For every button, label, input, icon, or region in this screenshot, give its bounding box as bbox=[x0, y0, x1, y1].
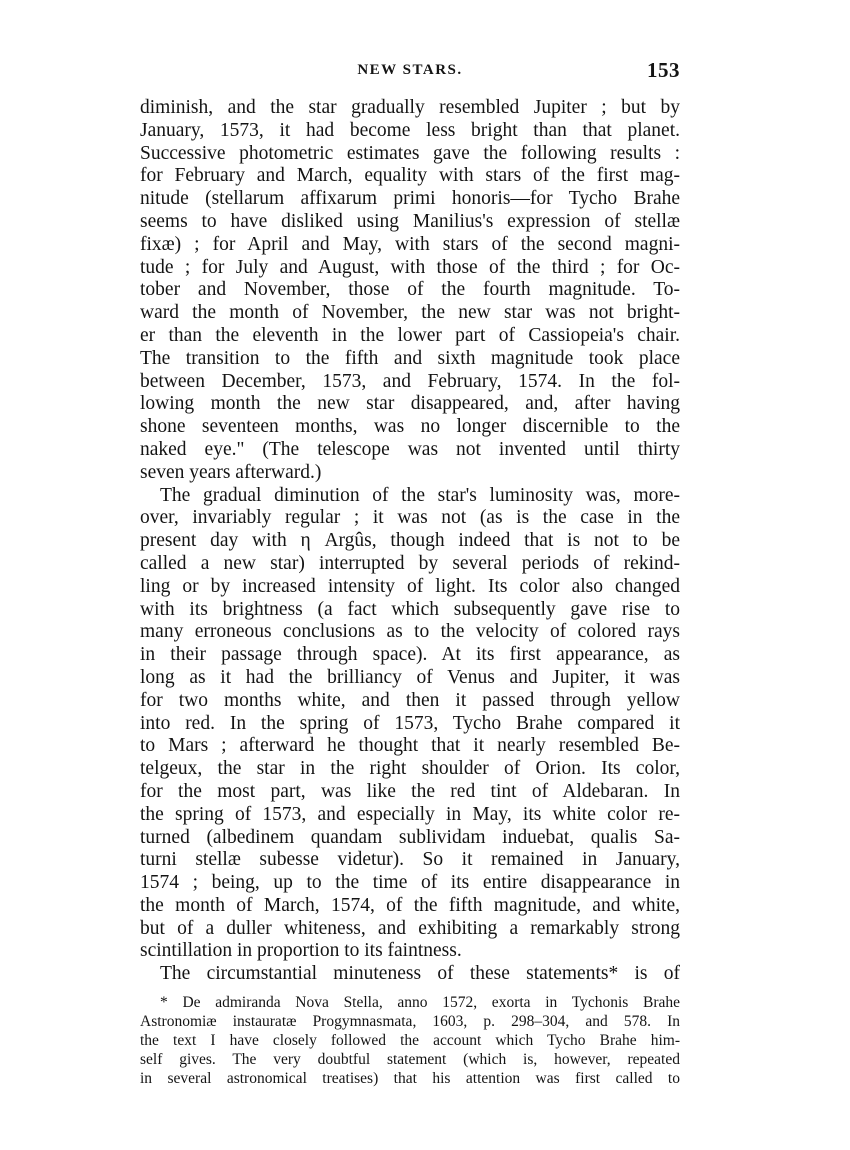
text-line: into red. In the spring of 1573, Tycho Brahe compared it bbox=[140, 712, 680, 734]
text-line: for the most part, was like the red tint of Aldebaran. In bbox=[140, 780, 680, 802]
text-line: Successive photometric estimates gave the following results : bbox=[140, 142, 680, 164]
running-head: NEW STARS. bbox=[357, 62, 463, 78]
page-number: 153 bbox=[647, 58, 680, 82]
text-line: er than the eleventh in the lower part of Cassiopeia's chair. bbox=[140, 324, 680, 346]
page-header bbox=[140, 58, 680, 82]
text-line: seven years afterward.) bbox=[140, 461, 322, 483]
text-line: between December, 1573, and February, 1574. In the fol- bbox=[140, 370, 680, 392]
text-line: seems to have disliked using Manilius's expression of stellæ bbox=[140, 210, 680, 232]
text-line: the spring of 1573, and especially in May, its white color re- bbox=[140, 803, 680, 825]
text-line: the month of March, 1574, of the fifth magnitude, and white, bbox=[140, 894, 680, 916]
text-line: in their passage through space). At its first appearance, as bbox=[140, 644, 680, 666]
text-line: ling or by increased intensity of light. Its color also changed bbox=[140, 575, 680, 597]
footnotes bbox=[140, 993, 680, 1088]
text-line: for February and March, equality with stars of the first mag- bbox=[140, 165, 680, 187]
text-line: over, invariably regular ; it was not (as is the case in the bbox=[140, 507, 680, 529]
text-line: turni stellæ subesse videtur). So it remained in January, bbox=[140, 849, 680, 871]
text-line: called a new star) interrupted by several periods of rekind- bbox=[140, 552, 680, 574]
text-line: long as it had the brilliancy of Venus and Jupiter, it was bbox=[140, 666, 680, 688]
text-line: present day with η Argûs, though indeed that is not to be bbox=[140, 530, 680, 552]
text-line: for two months white, and then it passed through yellow bbox=[140, 689, 680, 711]
footnote-line: Astronomiæ instauratæ Progymnasmata, 1603, p. 298–304, and 578. In bbox=[140, 1013, 680, 1030]
text-line: to Mars ; afterward he thought that it nearly resembled Be- bbox=[140, 735, 680, 757]
footnote-line: * De admiranda Nova Stella, anno 1572, exorta in Tychonis Brahe bbox=[160, 994, 680, 1011]
text-line: tude ; for July and August, with those of the third ; for Oc- bbox=[140, 256, 680, 278]
text-line: 1574 ; being, up to the time of its entire disappearance in bbox=[140, 872, 680, 894]
text-line: shone seventeen months, was no longer discernible to the bbox=[140, 416, 680, 438]
text-line: lowing month the new star disappeared, and, after having bbox=[140, 393, 680, 415]
body-text bbox=[140, 97, 680, 986]
text-line: telgeux, the star in the right shoulder of Orion. Its color, bbox=[140, 758, 680, 780]
footnote-line: in several astronomical treatises) that his attention was first called to bbox=[140, 1070, 680, 1087]
paragraph-start-line: The gradual diminution of the star's luminosity was, more- bbox=[160, 484, 680, 506]
text-line: January, 1573, it had become less bright than that planet. bbox=[140, 119, 680, 141]
footnote-line: self gives. The very doubtful statement (which is, however, repeated bbox=[140, 1051, 680, 1068]
footnote-line: the text I have closely followed the account which Tycho Brahe him- bbox=[140, 1032, 680, 1049]
text-line: The transition to the fifth and sixth magnitude took place bbox=[140, 347, 680, 369]
text-line: nitude (stellarum affixarum primi honoris—for Tycho Brahe bbox=[140, 188, 680, 210]
text-line: ward the month of November, the new star was not bright- bbox=[140, 302, 680, 324]
text-line: but of a duller whiteness, and exhibiting a remarkably strong bbox=[140, 917, 680, 939]
text-line: many erroneous conclusions as to the velocity of colored rays bbox=[140, 621, 680, 643]
paragraph-start-line: The circumstantial minuteness of these statements* is of bbox=[160, 963, 680, 985]
text-line: with its brightness (a fact which subsequently gave rise to bbox=[140, 598, 680, 620]
text-line: diminish, and the star gradually resembled Jupiter ; but by bbox=[140, 97, 680, 118]
text-line: fixæ) ; for April and May, with stars of the second magni- bbox=[140, 233, 680, 255]
text-line: scintillation in proportion to its faintness. bbox=[140, 940, 462, 962]
text-line: naked eye." (The telescope was not invented until thirty bbox=[140, 438, 680, 460]
text-line: turned (albedinem quandam sublividam induebat, qualis Sa- bbox=[140, 826, 680, 848]
text-line: tober and November, those of the fourth magnitude. To- bbox=[140, 279, 680, 301]
